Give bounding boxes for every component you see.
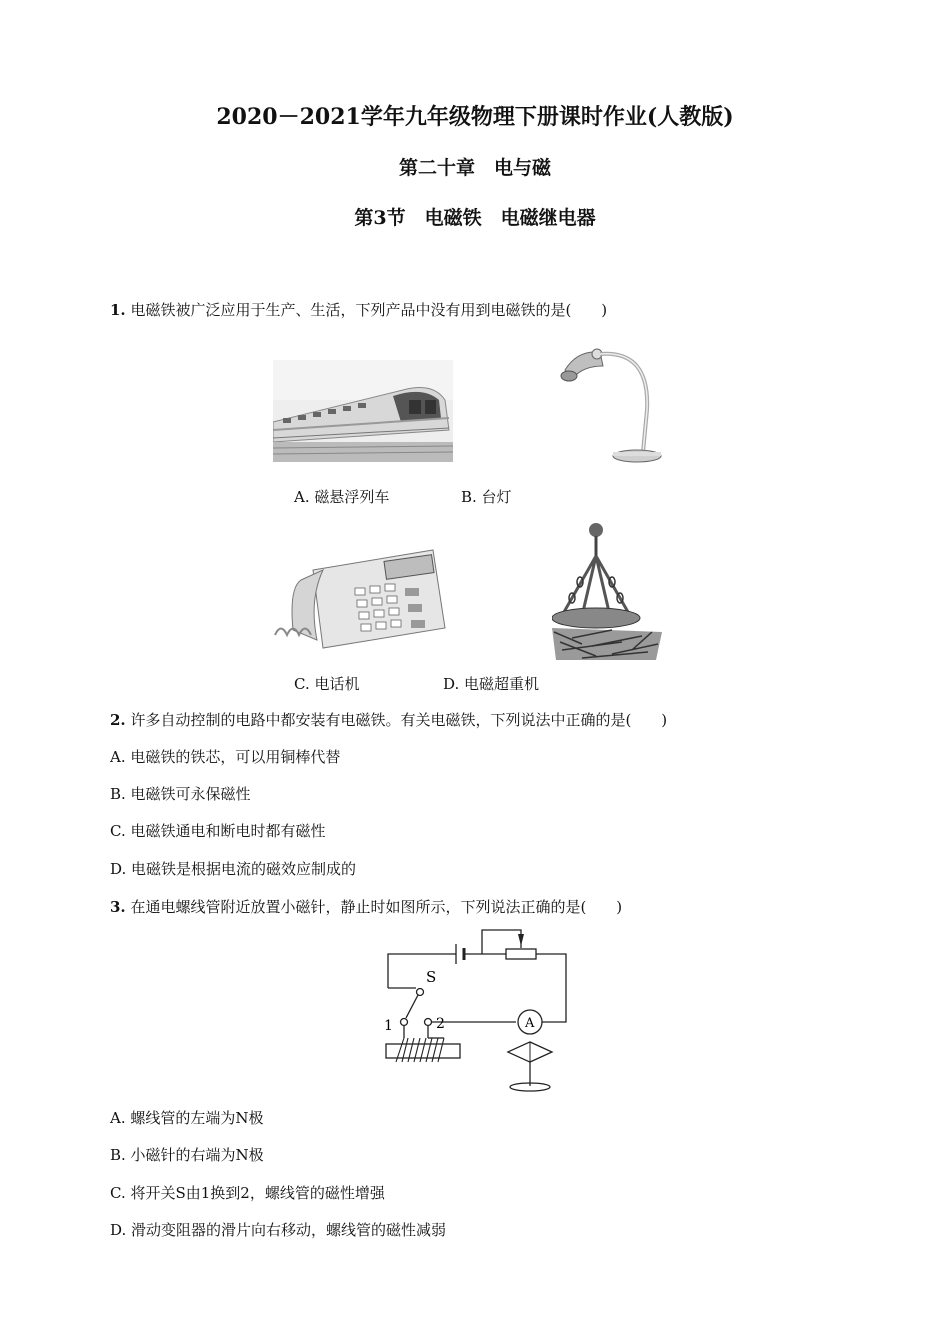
rheostat: [506, 949, 536, 959]
option-1a: A. 磁悬浮列车: [294, 488, 390, 506]
rheostat-slider-wire: [482, 930, 521, 954]
slider-arrow-icon: [518, 934, 524, 946]
contact-2: [425, 1019, 432, 1026]
question-number: 1.: [110, 301, 126, 319]
question-number: 2.: [110, 711, 126, 729]
option-2d: D. 电磁铁是根据电流的磁效应制成的: [110, 860, 357, 878]
option-1c: C. 电话机: [294, 675, 360, 693]
question-3: [110, 897, 622, 917]
option-1d: D. 电磁超重机: [443, 675, 540, 693]
option-1b: B. 台灯: [461, 488, 512, 506]
option-3d: D. 滑动变阻器的滑片向右移动，螺线管的磁性减弱: [110, 1221, 447, 1239]
circuit-diagram: [370, 922, 585, 1097]
contact-2-label: 2: [436, 1016, 445, 1032]
ammeter-label: A: [525, 1016, 535, 1031]
question-2: [110, 710, 667, 730]
option-3b: B. 小磁针的右端为N极: [110, 1146, 264, 1164]
electromagnet-crane-image: [552, 520, 662, 660]
option-3c: C. 将开关S由1换到2，螺线管的磁性增强: [110, 1184, 385, 1202]
question-number: 3.: [110, 898, 126, 916]
question-1: [110, 300, 607, 320]
contact-1-label: 1: [384, 1018, 393, 1034]
question-text: 许多自动控制的电路中都安装有电磁铁。有关电磁铁，下列说法中正确的是( ): [130, 711, 668, 729]
question-text: 在通电螺线管附近放置小磁针，静止时如图所示，下列说法正确的是( ): [130, 898, 623, 916]
switch-blade: [406, 995, 418, 1018]
switch-label: S: [426, 968, 437, 986]
wire-left-top: [388, 954, 456, 988]
maglev-train-image: [273, 360, 453, 462]
question-text: 电磁铁被广泛应用于生产、生活，下列产品中没有用到电磁铁的是( ): [130, 301, 608, 319]
option-2c: C. 电磁铁通电和断电时都有磁性: [110, 822, 326, 840]
option-3a: A. 螺线管的左端为N极: [110, 1109, 264, 1127]
desk-lamp-image: [555, 340, 665, 465]
switch-pivot: [417, 989, 424, 996]
option-2a: A. 电磁铁的铁芯，可以用铜棒代替: [110, 748, 341, 766]
page-title: 2020－2021学年九年级物理下册课时作业(人教版): [216, 104, 734, 130]
telephone-image: [273, 540, 448, 652]
contact-1: [401, 1019, 408, 1026]
chapter-title: 第二十章 电与磁: [398, 157, 551, 179]
option-2b: B. 电磁铁可永保磁性: [110, 785, 251, 803]
section-title: 第3节 电磁铁 电磁继电器: [354, 207, 596, 229]
